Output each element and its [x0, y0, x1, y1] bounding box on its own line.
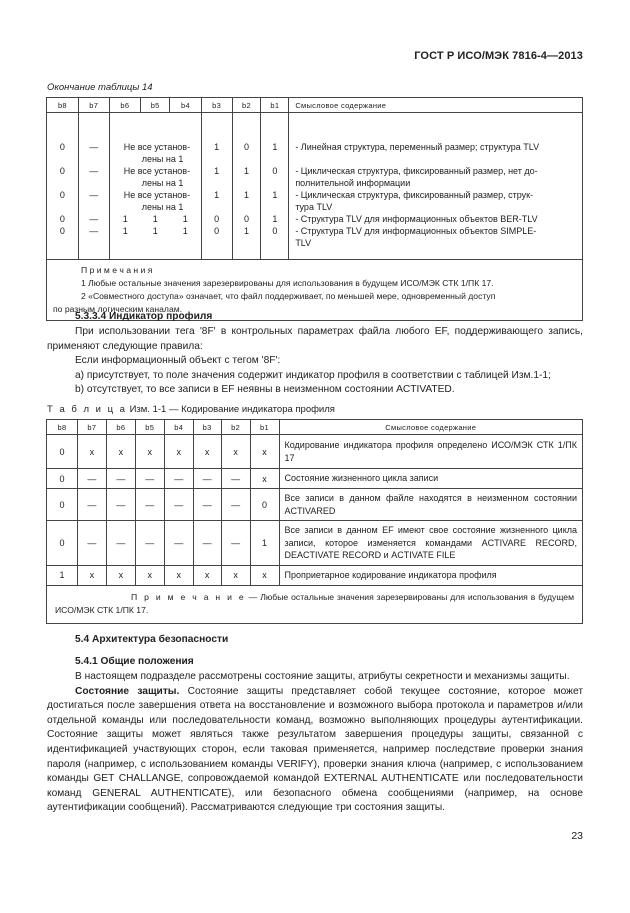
caption-text: Изм. 1-1 — Кодирование индикатора профиля: [129, 404, 335, 415]
note-2: 2 «Совместного доступа» означает, что файл поддерживает, по меньшей мере, одновременный доступ: [81, 291, 496, 301]
col-meaning: Смысловое содержание: [279, 420, 583, 435]
bit-cell: x: [193, 565, 221, 585]
bit-cell: —: [106, 521, 135, 566]
cell-b8: 0 0 0 0 0: [47, 113, 79, 260]
section-54-heading: 5.4 Архитектура безопасности: [75, 634, 229, 645]
section-54-text: [47, 670, 583, 816]
table-row: [47, 435, 583, 469]
bit-cell: x: [193, 435, 221, 469]
bit-cell: —: [164, 489, 193, 521]
meaning-cell: Состояние жизненного цикла записи: [279, 469, 583, 489]
bit-cell: 1: [47, 565, 78, 585]
col-b5: b5: [135, 420, 164, 435]
standard-header: ГОСТ Р ИСО/МЭК 7816-4—2013: [414, 50, 583, 62]
table-izm-caption: [47, 404, 335, 415]
table-izm-note-row: [47, 585, 583, 623]
bit-cell: x: [77, 435, 106, 469]
bit-cell: —: [164, 521, 193, 566]
bit-cell: x: [250, 435, 279, 469]
bit-cell: x: [135, 435, 164, 469]
caption-label: Т а б л и ц а: [47, 404, 127, 415]
bit-cell: x: [77, 565, 106, 585]
para-4: b) отсутствует, то все записи в EF неявны в неизменном состоянии ACTIVATED.: [75, 384, 455, 396]
meaning-cell: Все записи в данном файле находятся в неизменном состоянии ACTIVARED: [279, 489, 583, 521]
col-b1: b1: [250, 420, 279, 435]
bit-cell: —: [106, 489, 135, 521]
table-row: [47, 489, 583, 521]
col-b8: b8: [47, 420, 78, 435]
bit-cell: —: [77, 469, 106, 489]
col-b3: b3: [193, 420, 221, 435]
para-security-state: [47, 685, 583, 816]
cell-b7: — — — — —: [78, 113, 109, 260]
para-1: При использовании тега '8F' в контрольных параметрах файла любого EF, поддерживающего запись, применяют следующие правила:: [47, 326, 583, 352]
bit-cell: 0: [47, 469, 78, 489]
table-row: [47, 565, 583, 585]
meaning-cell: Все записи в данном EF имеют свое состояние жизненного цикла записи, которое изменяется командами ACTIVARE RECORD, DEACTIVATE RECORD и ACTIVATE FILE: [279, 521, 583, 566]
bit-cell: x: [106, 565, 135, 585]
table-izm-header-row: [47, 420, 583, 435]
section-5334-heading: 5.3.3.4 Индикатор профиля: [75, 311, 213, 322]
table14-caption: Окончание таблицы 14: [47, 82, 153, 93]
cell-b1: 1 0 1 1 0: [261, 113, 289, 260]
bit-cell: —: [135, 489, 164, 521]
note-2-cont: по разным логическим каналам.: [53, 304, 183, 314]
bit-cell: —: [221, 469, 250, 489]
cell-b2: 0 1 1 0 1: [232, 113, 261, 260]
col-b4: b4: [164, 420, 193, 435]
cell-meaning: - Линейная структура, переменный размер; структура TLV - Циклическая структура, фиксированный размер, нет до- полнительной информации - Циклическая структура, фиксированный размер, струк- тура TLV - Структура TLV для информационных объектов BER-TLV - Структура TLV для информационных объектов SIMPLE- TLV: [289, 113, 583, 260]
cell-b6-b4: Не все установ- лены на 1 Не все установ- лены на 1 Не все установ- лены на 1 1 1 1 1 1 1: [109, 113, 201, 260]
para-2: Если информационный объект с тегом '8F':: [75, 355, 281, 367]
para-intro: В настоящем подразделе рассмотрены состояние защиты, атрибуты секретности и механизмы защиты.: [75, 671, 570, 682]
table14-header-row: [47, 98, 583, 113]
notes-title: П р и м е ч а н и я: [81, 265, 153, 275]
bit-cell: 0: [47, 489, 78, 521]
bit-cell: x: [164, 565, 193, 585]
col-b4: b4: [170, 98, 201, 113]
col-b7: b7: [77, 420, 106, 435]
meaning-cell: Кодирование индикатора профиля определено ИСО/МЭК СТК 1/ПК 17: [279, 435, 583, 469]
bit-cell: —: [221, 521, 250, 566]
col-b5: b5: [141, 98, 170, 113]
bit-cell: —: [193, 469, 221, 489]
page-number: 23: [571, 830, 583, 842]
col-b2: b2: [221, 420, 250, 435]
bit-cell: x: [250, 565, 279, 585]
security-state-text: Состояние защиты представляет собой текущее состояние, которое может достигаться после завершения ответа на восстановление и возможного выбора протокола и параметров и/или отдельной команды или последовательности команд, возможно выполняющих процедуры аутентификации. Состояние защиты может являться также результатом завершения процедуры защиты, связанной с идентификацией участвующих сторон, если таковая применяется, например последствие проверки знания пароля (например, с использованием команды VERIFY), проверки знания ключа (например, с использованием команды GET CHALLANGE, сопровождаемой командой EXTERNAL AUTHENTICATE или последовательности команд GENERAL AUTHENTICATE), или безопасного обмена сообщениями (например, на основе аутентификации сообщений). Рассматриваются следующие три состояния защиты.: [47, 685, 583, 814]
bit-cell: —: [193, 489, 221, 521]
bit-cell: x: [221, 565, 250, 585]
col-b1: b1: [261, 98, 289, 113]
table14-body: [47, 113, 583, 260]
term-security-state: Состояние защиты.: [75, 685, 180, 697]
bit-cell: —: [164, 469, 193, 489]
col-b2: b2: [232, 98, 261, 113]
bit-cell: 1: [250, 521, 279, 566]
bit-cell: —: [135, 521, 164, 566]
col-b8: b8: [47, 98, 79, 113]
table-row: [47, 521, 583, 566]
section-5334-text: [47, 325, 583, 398]
bit-cell: 0: [250, 489, 279, 521]
table-14: [46, 97, 583, 321]
bit-cell: x: [106, 435, 135, 469]
col-b7: b7: [78, 98, 109, 113]
bit-cell: —: [77, 521, 106, 566]
table-row: [47, 469, 583, 489]
bit-cell: 0: [47, 435, 78, 469]
col-meaning: Смысловое содержание: [289, 98, 583, 113]
section-541-heading: 5.4.1 Общие положения: [75, 656, 194, 667]
note-text: — Любые остальные значения зарезервированы для использования в будущем ИСО/МЭК СТК 1/ПК 17.: [55, 591, 574, 615]
cell-b3: 1 1 1 0 0: [201, 113, 232, 260]
bit-cell: 0: [47, 521, 78, 566]
bit-cell: —: [193, 521, 221, 566]
bit-cell: —: [106, 469, 135, 489]
col-b6: b6: [106, 420, 135, 435]
bit-cell: —: [135, 469, 164, 489]
bit-cell: —: [77, 489, 106, 521]
meaning-cell: Проприетарное кодирование индикатора профиля: [279, 565, 583, 585]
col-b6: b6: [109, 98, 140, 113]
note-label: П р и м е ч а н и е: [131, 591, 246, 602]
bit-cell: —: [221, 489, 250, 521]
para-3: a) присутствует, то поле значения содержит индикатор профиля в соответствии с таблицей Изм.1-1;: [75, 369, 551, 381]
col-b3: b3: [201, 98, 232, 113]
table-izm-1-1: [46, 419, 583, 624]
note-1: 1 Любые остальные значения зарезервированы для использования в будущем ИСО/МЭК СТК 1/ПК 17.: [81, 278, 494, 288]
table-izm-note: [47, 585, 583, 623]
bit-cell: x: [250, 469, 279, 489]
bit-cell: x: [135, 565, 164, 585]
bit-cell: x: [221, 435, 250, 469]
bit-cell: x: [164, 435, 193, 469]
